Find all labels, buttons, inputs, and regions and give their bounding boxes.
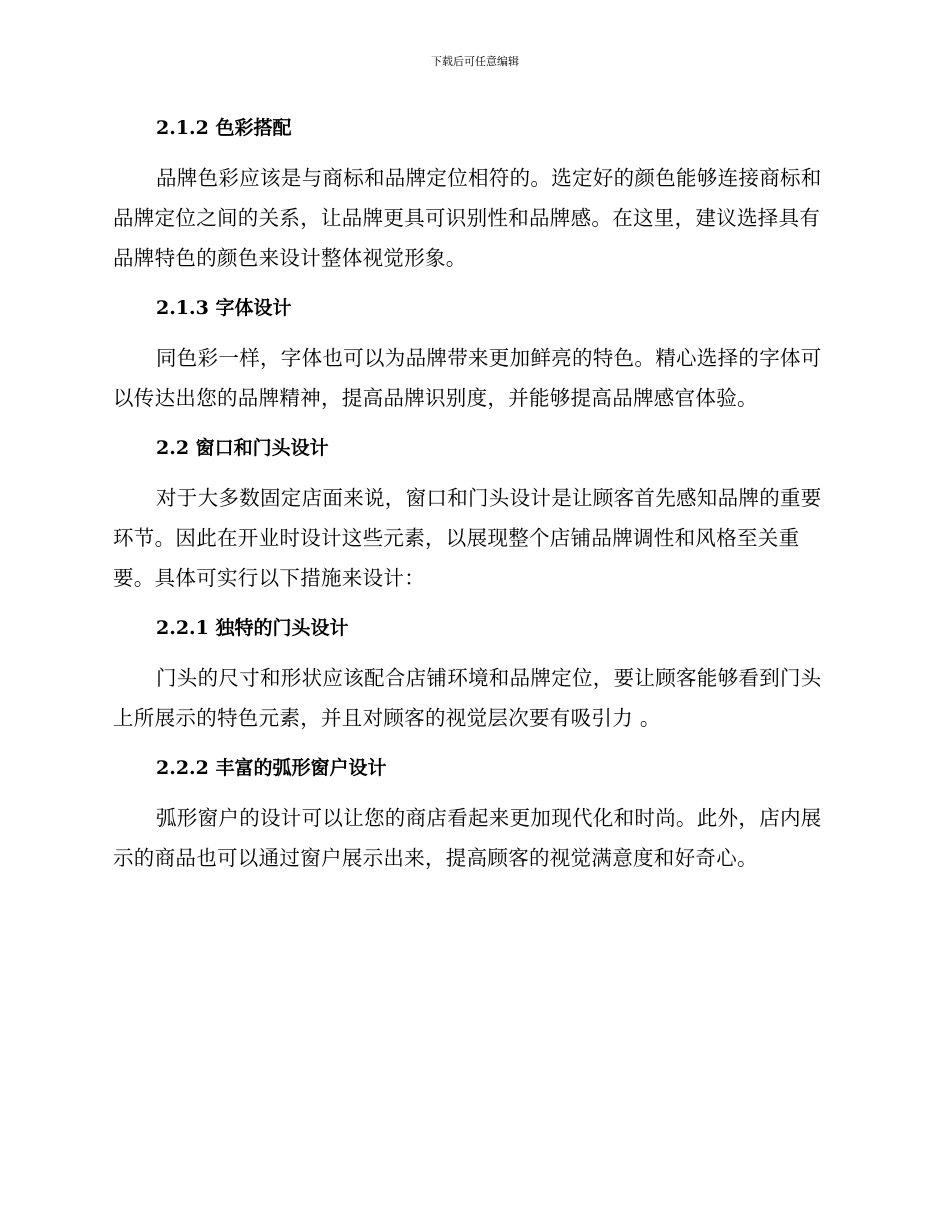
section-paragraph: 对于大多数固定店面来说，窗口和门头设计是让顾客首先感知品牌的重要环节。因此在开业时设计这些元素，以展现整个店铺品牌调性和风格至关重要。具体可实行以下措施来设计： bbox=[113, 486, 822, 590]
section-heading: 2.1.2 色彩搭配 bbox=[156, 117, 292, 139]
section-paragraph: 品牌色彩应该是与商标和品牌定位相符的。选定好的颜色能够连接商标和品牌定位之间的关系，让品牌更具可识别性和品牌感。在这里，建议选择具有品牌特色的颜色来设计整体视觉形象。 bbox=[113, 166, 822, 270]
section-heading: 2.2 窗口和门头设计 bbox=[156, 437, 329, 459]
section-paragraph: 门头的尺寸和形状应该配合店铺环境和品牌定位，要让顾客能够看到门头上所展示的特色元素，并且对顾客的视觉层次要有吸引力 。 bbox=[113, 666, 822, 730]
section-heading: 2.1.3 字体设计 bbox=[156, 297, 292, 319]
section-paragraph: 同色彩一样，字体也可以为品牌带来更加鲜亮的特色。精心选择的字体可以传达出您的品牌精神，提高品牌识别度，并能够提高品牌感官体验。 bbox=[113, 346, 822, 410]
section-heading: 2.2.2 丰富的弧形窗户设计 bbox=[156, 757, 387, 779]
document-body bbox=[113, 112, 833, 878]
section-paragraph: 弧形窗户的设计可以让您的商店看起来更加现代化和时尚。此外，店内展示的商品也可以通过窗户展示出来，提高顾客的视觉满意度和好奇心。 bbox=[113, 806, 822, 870]
section-heading: 2.2.1 独特的门头设计 bbox=[156, 617, 349, 639]
page-header: 下载后可任意编辑 bbox=[431, 55, 519, 68]
